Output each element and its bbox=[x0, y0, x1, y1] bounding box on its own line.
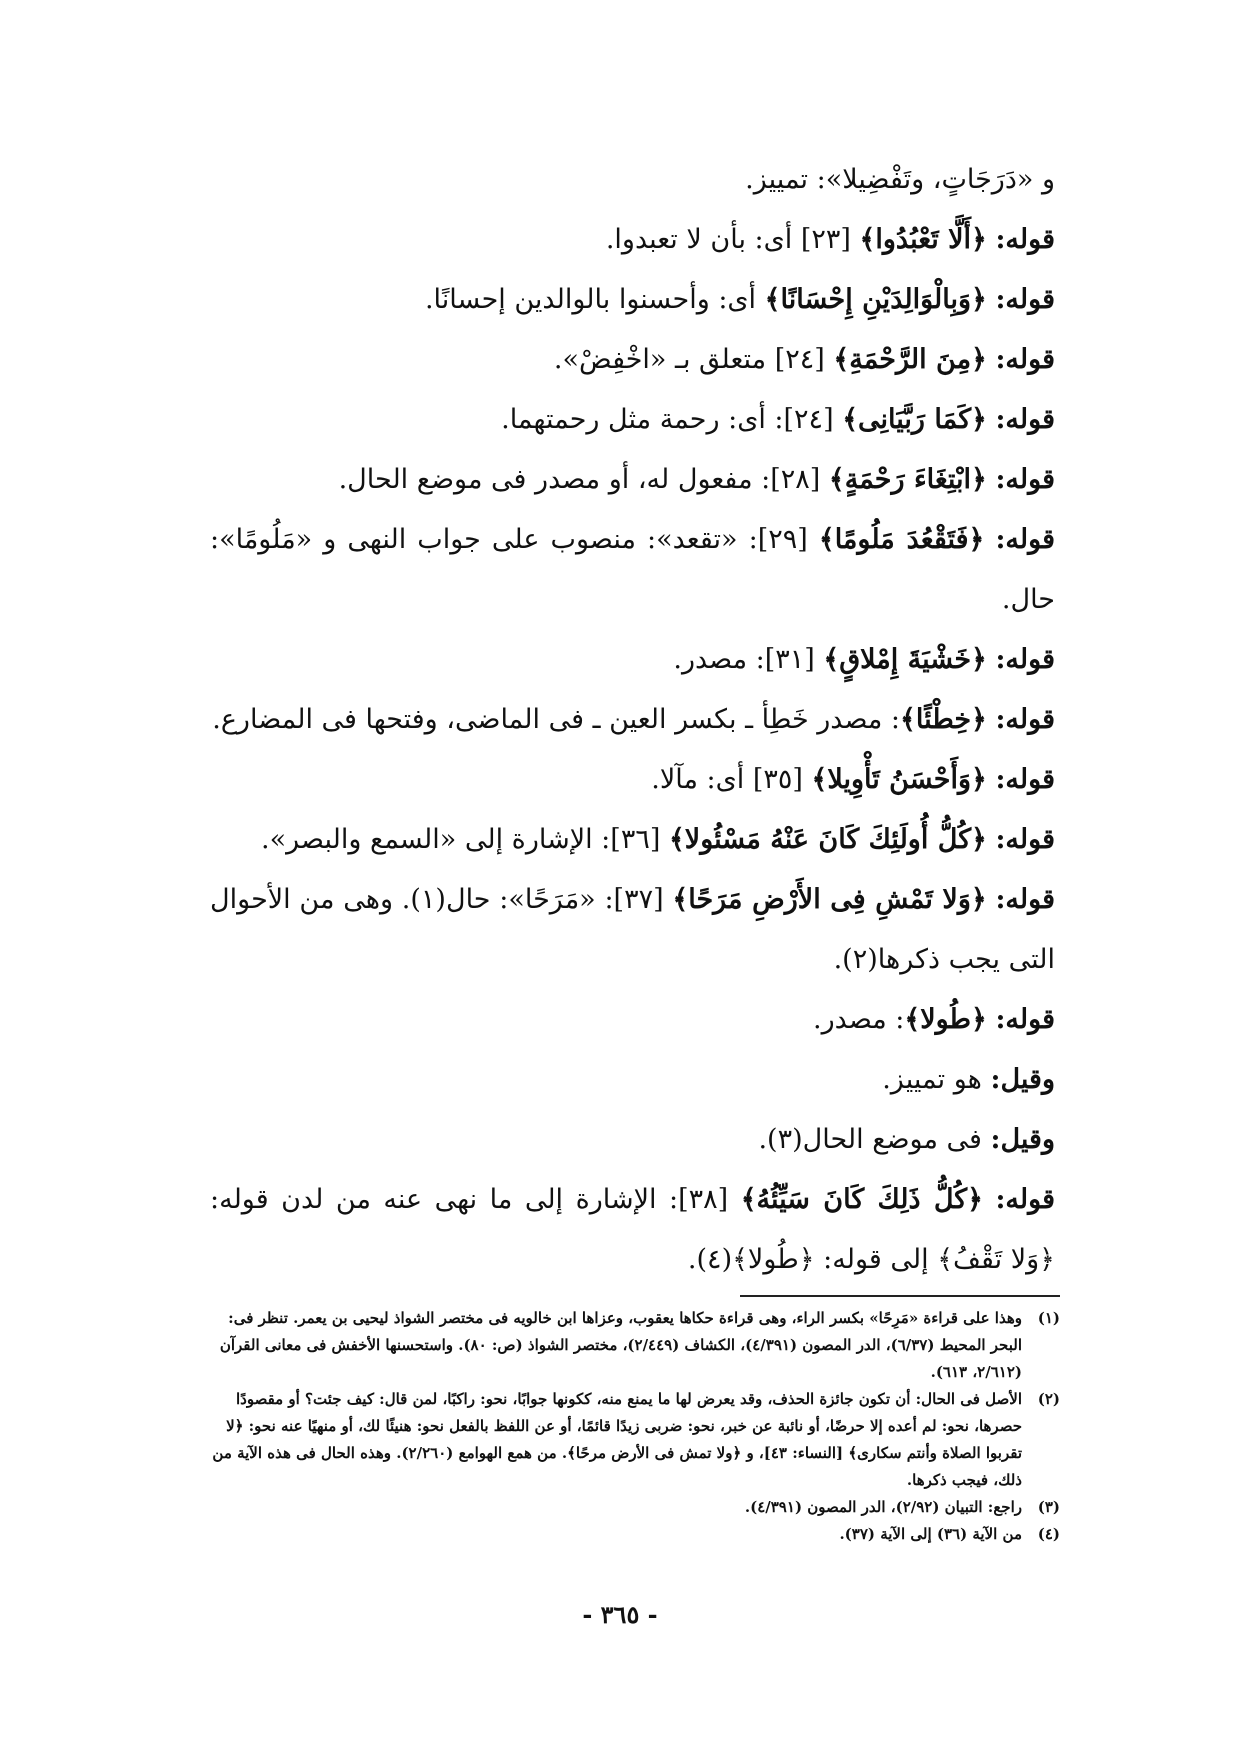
line-text: و «دَرَجَاتٍ، وتَفْضِيلا»: تمييز. bbox=[745, 164, 1055, 195]
commentary-line bbox=[210, 1050, 1055, 1110]
commentary-body bbox=[210, 150, 1055, 1290]
footnote-number: (١) bbox=[1037, 1309, 1060, 1327]
commentary-line bbox=[210, 630, 1055, 690]
footnote bbox=[210, 1386, 1060, 1494]
line-label: قوله: bbox=[995, 344, 1055, 375]
footnote-number: (٣) bbox=[1037, 1498, 1060, 1516]
quran-quote: ﴿كَمَا رَبَّيَانِى﴾ bbox=[842, 404, 987, 435]
line-text: : مصدر خَطِأ ـ بكسر العين ـ فى الماضى، وفتحها فى المضارع. bbox=[212, 704, 901, 735]
commentary-line bbox=[210, 210, 1055, 270]
footnotes bbox=[210, 1305, 1060, 1548]
line-text: : مصدر. bbox=[813, 1004, 905, 1035]
line-text: [٣٥] أى: مآلا. bbox=[651, 764, 812, 795]
line-text: [٢٤] متعلق بـ «اخْفِضْ». bbox=[553, 344, 834, 375]
footnote-text: من الآية (٣٦) إلى الآية (٣٧). bbox=[839, 1525, 1022, 1543]
footnote-number: (٢) bbox=[1037, 1390, 1060, 1408]
line-label: قوله: bbox=[995, 224, 1055, 255]
commentary-line bbox=[210, 390, 1055, 450]
line-text: [٢٣] أى: بأن لا تعبدوا. bbox=[605, 224, 860, 255]
quran-quote: ﴿وَأَحْسَنُ تَأْوِيلا﴾ bbox=[811, 764, 987, 795]
line-text: [٣٦]: الإشارة إلى «السمع والبصر». bbox=[261, 824, 669, 855]
line-text: [٢٩]: «تقعد»: منصوب على جواب النهى و «مَلُومًا»: حال. bbox=[210, 524, 1055, 615]
commentary-line bbox=[210, 690, 1055, 750]
line-label: قوله: bbox=[995, 284, 1055, 315]
line-text: [٢٤]: أى: رحمة مثل رحمتهما. bbox=[501, 404, 843, 435]
line-label: قوله: bbox=[995, 824, 1055, 855]
quran-quote: ﴿كُلُّ أُولَئِكَ كَانَ عَنْهُ مَسْئُولا﴾ bbox=[668, 824, 987, 855]
footnote-text: الأصل فى الحال: أن تكون جائزة الحذف، وقد يعرض لها ما يمنع منه، ككونها جوابًا، نحو: راكبًا، لمن قال: كيف جئت؟ أو مقصودًا حصرها، نحو: لم أعده إلا حرضًا، أو نائبة عن خبر، نحو: ضربى زيدًا قائمًا، أو عن اللفظ بالفعل نحو: هنيئًا لك، أو منهيًا عنه نحو: ﴿لا تقربوا الصلاة وأنتم سكارى﴾ [النساء: ٤٣]، و ﴿ولا تمش فى الأرض مرحًا﴾. من همع الهوامع (٢/٢٦٠). وهذه الحال فى هذه الآية من ذلك، فيجب ذكرها. bbox=[212, 1390, 1022, 1489]
line-text: [٣٧]: «مَرَحًا»: حال(١). وهى من الأحوال التى يجب ذكرها(٢). bbox=[210, 884, 1055, 975]
quran-quote: ﴿مِنَ الرَّحْمَةِ﴾ bbox=[833, 344, 987, 375]
line-label: قوله: bbox=[995, 884, 1055, 915]
line-text: [٢٨]: مفعول له، أو مصدر فى موضع الحال. bbox=[338, 464, 829, 495]
line-text: فى موضع الحال(٣). bbox=[758, 1124, 991, 1155]
commentary-line bbox=[210, 870, 1055, 990]
commentary-line bbox=[210, 450, 1055, 510]
quran-quote: ﴿كُلُّ ذَلِكَ كَانَ سَيِّئُهُ﴾ bbox=[740, 1184, 983, 1215]
line-label: وقيل: bbox=[990, 1124, 1055, 1155]
line-label: وقيل: bbox=[990, 1064, 1055, 1095]
line-label: قوله: bbox=[995, 644, 1055, 675]
quran-quote: ﴿طُولا﴾ bbox=[904, 1004, 987, 1035]
line-label: قوله: bbox=[995, 404, 1055, 435]
line-label: قوله: bbox=[995, 1184, 1055, 1215]
quran-quote: ﴿خَشْيَةَ إِمْلاقٍ﴾ bbox=[823, 644, 987, 675]
commentary-line bbox=[210, 750, 1055, 810]
line-label: قوله: bbox=[995, 464, 1055, 495]
page-number: - ٣٦٥ - bbox=[582, 1600, 658, 1629]
commentary-line bbox=[210, 1170, 1055, 1290]
quran-quote: ﴿أَلَّا تَعْبُدُوا﴾ bbox=[859, 224, 987, 255]
footnote-text: وهذا على قراءة «مَرِحًا» بكسر الراء، وهى قراءة حكاها يعقوب، وعزاها ابن خالويه فى مختصر الشواذ ليحيى بن يعمر. تنظر فى: البحر المحيط (٦/٣٧)، الدر المصون (٤/٣٩١)، الكشاف (٢/٤٤٩)، مختصر الشواذ (ص: ٨٠). واستحسنها الأخفش فى معانى القرآن (٢/٦١٢، ٦١٣). bbox=[219, 1309, 1022, 1381]
line-text: [٣١]: مصدر. bbox=[673, 644, 824, 675]
line-label: قوله: bbox=[995, 1004, 1055, 1035]
commentary-line bbox=[210, 330, 1055, 390]
commentary-line bbox=[210, 510, 1055, 630]
footnote bbox=[210, 1521, 1060, 1548]
commentary-line bbox=[210, 990, 1055, 1050]
quran-quote: ﴿فَتَقْعُدَ مَلُومًا﴾ bbox=[818, 524, 985, 555]
footnote bbox=[210, 1305, 1060, 1386]
commentary-line bbox=[210, 150, 1055, 210]
quran-quote: ﴿وَبِالْوَالِدَيْنِ إِحْسَانًا﴾ bbox=[764, 284, 987, 315]
line-text: [٣٨]: الإشارة إلى ما نهى عنه من لدن قوله: ﴿وَلا تَقْفُ﴾ إلى قوله: ﴿طُولا﴾(٤). bbox=[210, 1184, 1055, 1275]
line-text: هو تمييز. bbox=[882, 1064, 991, 1095]
commentary-line bbox=[210, 270, 1055, 330]
line-label: قوله: bbox=[995, 524, 1055, 555]
quran-quote: ﴿وَلا تَمْشِ فِى الأَرْضِ مَرَحًا﴾ bbox=[672, 884, 987, 915]
footnote-number: (٤) bbox=[1037, 1525, 1060, 1543]
line-label: قوله: bbox=[995, 764, 1055, 795]
quran-quote: ﴿خِطْئًا﴾ bbox=[900, 704, 987, 735]
commentary-line bbox=[210, 810, 1055, 870]
quran-quote: ﴿ابْتِغَاءَ رَحْمَةٍ﴾ bbox=[828, 464, 987, 495]
footnote-text: راجع: التبيان (٢/٩٢)، الدر المصون (٤/٣٩١). bbox=[744, 1498, 1022, 1516]
footnote bbox=[210, 1494, 1060, 1521]
line-text: أى: وأحسنوا بالوالدين إحسانًا. bbox=[424, 284, 765, 315]
commentary-line bbox=[210, 1110, 1055, 1170]
line-label: قوله: bbox=[995, 704, 1055, 735]
footnote-separator bbox=[740, 1295, 1060, 1297]
